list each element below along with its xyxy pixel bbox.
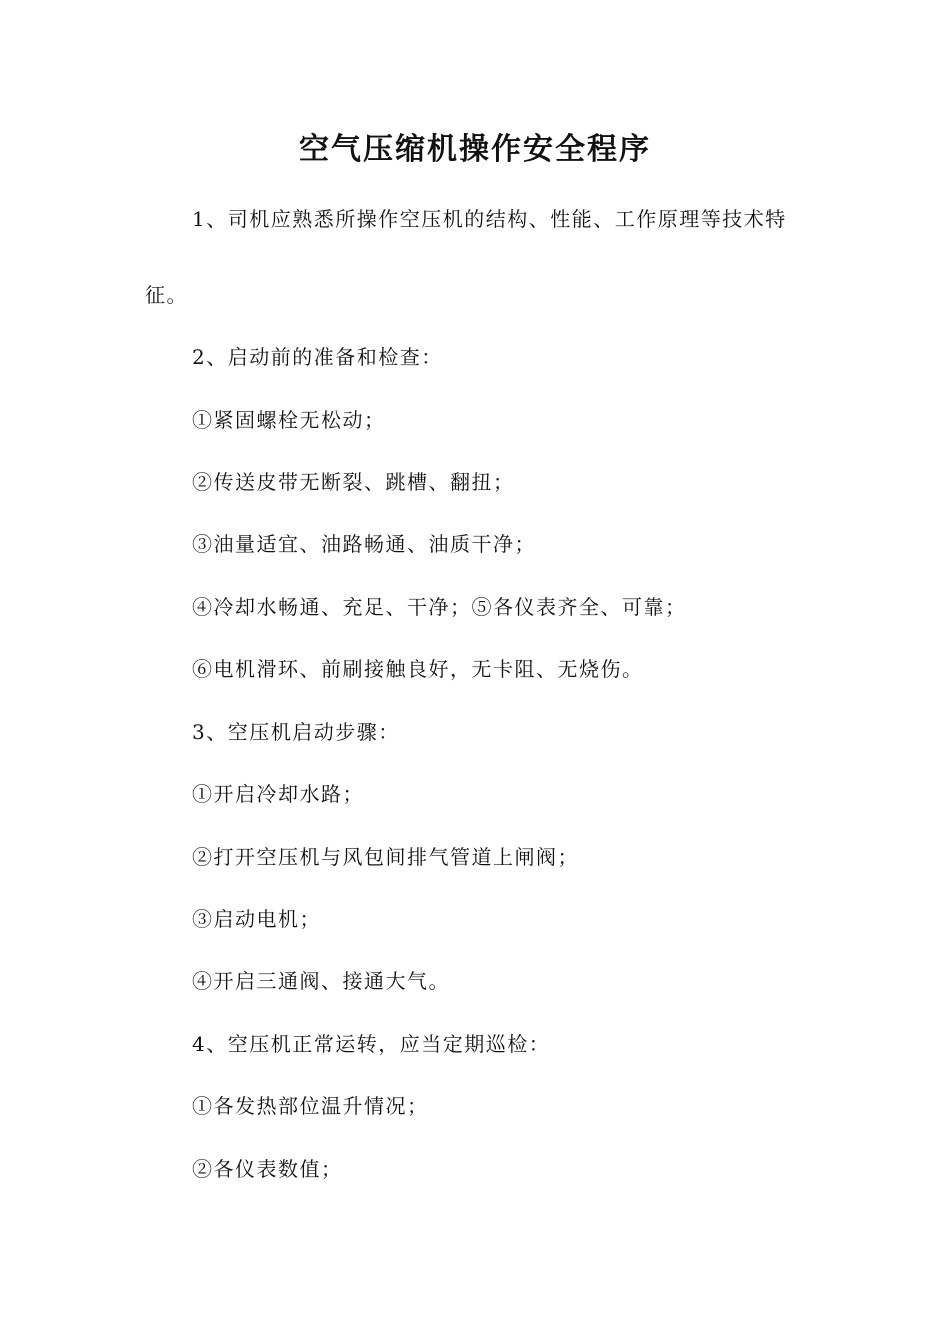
list-item: ④冷却水畅通、充足、干净；⑤各仪表齐全、可靠； — [192, 595, 687, 619]
list-item: ②传送皮带无断裂、跳槽、翻扭； — [192, 470, 515, 494]
list-item: ②各仪表数值； — [192, 1157, 343, 1181]
list-item: ④开启三通阀、接通大气。 — [192, 969, 450, 993]
list-item: ①紧固螺栓无松动； — [192, 408, 386, 432]
list-item: ⑥电机滑环、前刷接触良好，无卡阻、无烧伤。 — [192, 657, 644, 681]
list-item: ③油量适宜、油路畅通、油质干净； — [192, 532, 536, 556]
list-item: ①各发热部位温升情况； — [192, 1094, 429, 1118]
paragraph-line: 1、司机应熟悉所操作空压机的结构、性能、工作原理等技术特 — [192, 207, 787, 231]
section-heading: 3、空压机启动步骤： — [192, 720, 400, 744]
paragraph-line: 征。 — [145, 283, 188, 307]
list-item: ②打开空压机与风包间排气管道上闸阀； — [192, 845, 579, 869]
list-item: ①开启冷却水路； — [192, 782, 364, 806]
page-title: 空气压缩机操作安全程序 — [299, 132, 651, 167]
list-item: ③启动电机； — [192, 907, 321, 931]
section-heading: 2、启动前的准备和检查： — [192, 345, 443, 369]
section-heading: 4、空压机正常运转，应当定期巡检： — [192, 1032, 551, 1056]
